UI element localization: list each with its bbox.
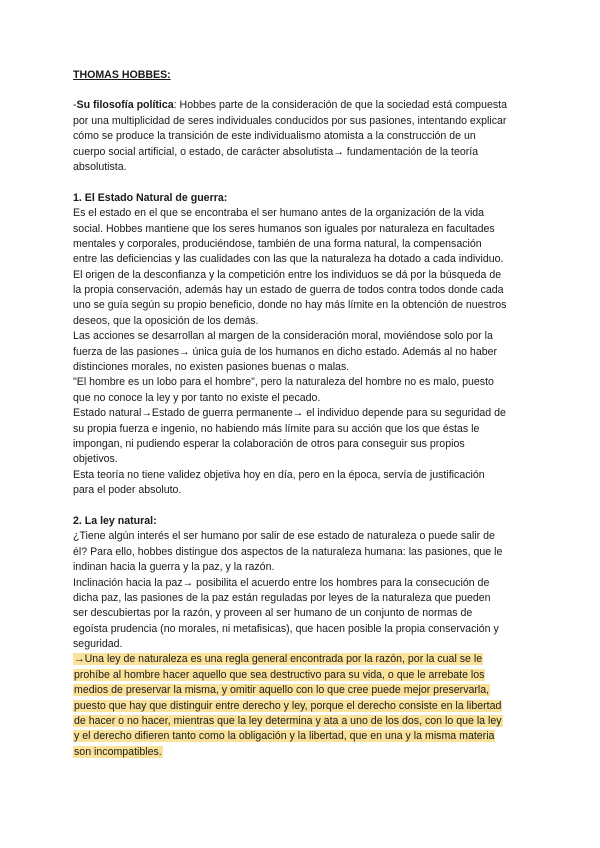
section-2-heading: 2. La ley natural:	[73, 514, 157, 527]
section-2-line: Inclinación hacia la paz→ posibilita el acuerdo entre los hombres para la consecución de	[73, 576, 490, 589]
section-1-line: mentales y corporales, produciéndose, también de una forma natural, la compensación	[73, 237, 482, 250]
intro-line: por una multiplicidad de seres individuales conducidos por sus pasiones, intentando explicar	[73, 114, 507, 127]
document-title: THOMAS HOBBES:	[73, 69, 171, 81]
section-1-line: impongan, ni pudiendo esperar la colaboración de otros para conseguir sus propios	[73, 437, 465, 450]
highlighted-line	[73, 714, 528, 729]
highlight-mark: prohíbe al hombre hacer aquello que sea destructivo para su vida, o que le arrebate los	[74, 668, 485, 681]
section-1-line: Esta teoría no tiene validez objetiva hoy en día, pero en la época, servía de justificación	[73, 468, 485, 481]
section-1-line: deseos, que la oposición de los demás.	[73, 314, 259, 327]
section-1-line: fuerza de las pasiones→ única guía de los humanos en dicho estado. Además al no haber	[73, 345, 498, 358]
section-1-line: para el poder absoluto.	[73, 484, 182, 497]
section-1-line: social. Hobbes mantiene que los seres humanos son iguales por naturaleza en facultades	[73, 222, 495, 235]
section-1-line: Estado natural→Estado de guerra permanente→ el individuo depende para su seguridad de	[73, 407, 506, 420]
highlighted-line	[73, 668, 528, 683]
intro-line-text: : Hobbes parte de la consideración de que la sociedad está compuesta	[173, 99, 507, 112]
intro-line: cómo se produce la transición de este individualismo atomista a la construcción de un	[73, 130, 476, 143]
section-1-line: distinciones morales, no existen pasiones buenas o malas.	[73, 361, 350, 374]
section-1-line: entre las deficiencias y las cualidades con las que la naturaleza ha dotado a cada individuo.	[73, 253, 504, 266]
highlight-mark: →Una ley de naturaleza es una regla general encontrada por la razón, por la cual se le	[74, 653, 483, 666]
highlighted-line	[73, 729, 528, 744]
section-1-line: que no conoce la ley y por tanto no existe el pecado.	[73, 391, 321, 404]
section-1-heading: 1. El Estado Natural de guerra:	[73, 191, 228, 204]
section-1-line: Es el estado en el que se encontraba el ser humano antes de la organización de la vida	[73, 207, 485, 220]
highlight-mark: y el derecho difieren tanto como la obligación y la libertad, que en una y la misma materia	[74, 730, 495, 743]
section-2-line: seguridad.	[73, 638, 123, 651]
intro-line: absolutista.	[73, 160, 127, 173]
section-1-line: El origen de la desconfianza y la competición entre los individuos se dá por la búsqueda de	[73, 268, 502, 281]
section-2-line: indinan hacia la guerra y la paz, y la razón.	[73, 561, 275, 574]
section-1-line: objetivos.	[73, 453, 118, 466]
section-1-line: su propia fuerza e ingenio, no habiendo más límite para su acción que los que éstas le	[73, 422, 480, 435]
section-2-line: egoísta prudencia (no morales, ni metafisicas), que hacen posible la propia conservación y	[73, 622, 499, 635]
intro-line: -Su filosofía política: Hobbes parte de la consideración de que la sociedad está compuesta	[73, 99, 507, 112]
section-2-line: ¿Tiene algún interés el ser humano por salir de ese estado de naturaleza o puede salir de	[73, 530, 495, 543]
highlight-mark: puesto que hay que distinguir entre derecho y ley, porque el derecho consiste en la libertad	[74, 699, 502, 712]
intro-label: Su filosofía política	[76, 99, 174, 112]
intro-line: cuerpo social artificial, o estado, de carácter absolutista→ fundamentación de la teoría	[73, 145, 479, 158]
highlight-mark: son incompatibles.	[74, 745, 162, 758]
highlighted-line	[73, 699, 528, 714]
section-2	[73, 514, 528, 760]
section-1-line: "El hombre es un lobo para el hombre", pero la naturaleza del hombre no es malo, puesto	[73, 376, 494, 389]
section-1-line: Las acciones se desarrollan al margen de la consideración moral, moviéndose solo por la	[73, 330, 493, 343]
section-1	[73, 191, 528, 499]
highlighted-line	[73, 745, 528, 760]
highlight-mark: de hacer o no hacer, mientras que la ley determina y ata a uno de los dos, con lo que la ley	[74, 715, 502, 728]
section-2-line: ser descubiertas por la razón, y proveen al ser humano de un conjunto de normas de	[73, 607, 473, 620]
section-2-line: dicha paz, las pasiones de la paz están reguladas por leyes de la naturaleza que pueden	[73, 591, 491, 604]
highlight-mark: medios de preservar la misma, y omitir aquello con lo que cree puede mejor preservarla,	[74, 684, 490, 697]
highlighted-line	[73, 652, 528, 667]
section-2-line: él? Para ello, hobbes distingue dos aspectos de la naturaleza humana: las pasiones, que le	[73, 545, 503, 558]
section-1-line: uno se guía según su propio beneficio, donde no hay más límite en la obtención de nuestros	[73, 299, 507, 312]
intro-paragraph	[73, 98, 528, 175]
section-1-line: la propia conservación, además hay un estado de guerra de todos contra todos donde cada	[73, 284, 504, 297]
highlighted-line	[73, 683, 528, 698]
